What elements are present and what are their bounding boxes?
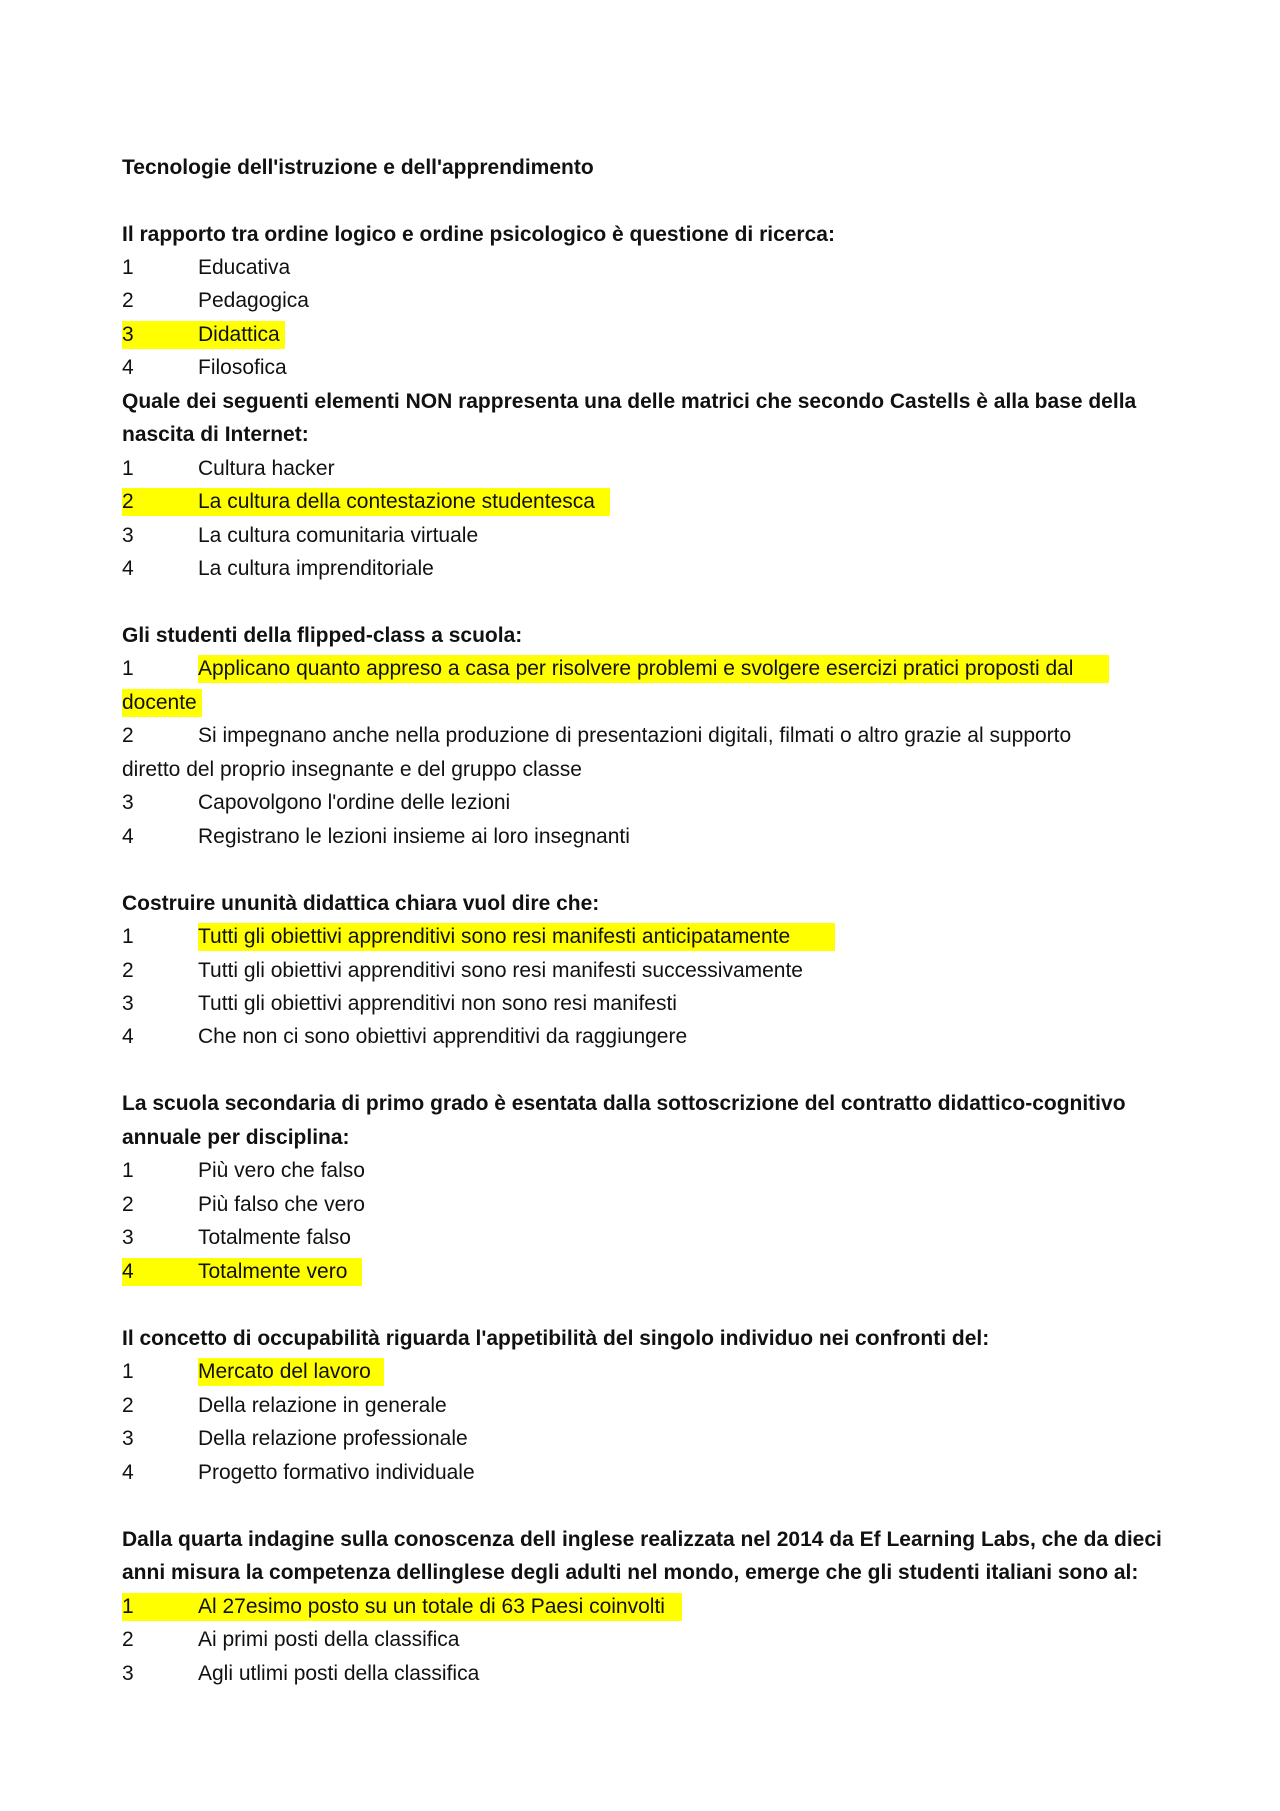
question-2-text-line-1: Quale dei seguenti elementi NON rappresenta una delle matrici che secondo Castells è alla base della — [122, 390, 1137, 413]
question-7-text-line-1: Dalla quarta indagine sulla conoscenza dell inglese realizzata nel 2014 da Ef Learning Labs, che da dieci — [122, 1528, 1162, 1551]
q1-option-4-text: Filosofica — [198, 356, 287, 379]
q1-option-2-number: 2 — [122, 289, 134, 312]
q1-option-3-number: 3 — [122, 323, 134, 346]
q5-option-4-number: 4 — [122, 1260, 134, 1283]
q1-option-1-text: Educativa — [198, 256, 291, 279]
q2-option-3-number: 3 — [122, 524, 134, 547]
question-7-text-line-2: anni misura la competenza dellinglese degli adulti nel mondo, emerge che gli studenti italiani sono al: — [122, 1561, 1139, 1584]
q5-option-1-number: 1 — [122, 1159, 134, 1182]
q5-option-4-text: Totalmente vero — [198, 1260, 348, 1283]
q4-option-1-number: 1 — [122, 925, 134, 948]
q2-option-2-number: 2 — [122, 490, 134, 513]
q7-option-2-text: Ai primi posti della classifica — [198, 1628, 460, 1651]
q4-option-4-text: Che non ci sono obiettivi apprenditivi da raggiungere — [198, 1025, 688, 1048]
q5-option-2-number: 2 — [122, 1193, 134, 1216]
question-5-text-line-2: annuale per disciplina: — [122, 1126, 350, 1149]
q7-option-1-text: Al 27esimo posto su un totale di 63 Paesi coinvolti — [198, 1595, 665, 1618]
q6-option-2-text: Della relazione in generale — [198, 1394, 447, 1417]
q4-option-2-number: 2 — [122, 959, 134, 982]
q6-option-4-number: 4 — [122, 1461, 134, 1484]
q7-option-1-number: 1 — [122, 1595, 134, 1618]
question-5-text-line-1: La scuola secondaria di primo grado è esentata dalla sottoscrizione del contratto didattico-cognitivo — [122, 1092, 1126, 1115]
q1-option-1-number: 1 — [122, 256, 134, 279]
question-1-text: Il rapporto tra ordine logico e ordine psicologico è questione di ricerca: — [122, 223, 835, 246]
q1-option-2-text: Pedagogica — [198, 289, 309, 312]
q3-option-3-number: 3 — [122, 791, 134, 814]
q2-option-1-number: 1 — [122, 457, 134, 480]
q7-option-2-number: 2 — [122, 1628, 134, 1651]
q7-option-3-text: Agli utlimi posti della classifica — [198, 1662, 480, 1685]
q5-option-3-text: Totalmente falso — [198, 1226, 351, 1249]
question-2-text-line-2: nascita di Internet: — [122, 423, 309, 446]
q3-option-1-number: 1 — [122, 657, 134, 680]
question-4-text: Costruire ununità didattica chiara vuol dire che: — [122, 892, 600, 915]
q3-option-1-continuation: docente — [122, 691, 197, 714]
q2-option-4-number: 4 — [122, 557, 134, 580]
q5-option-2-text: Più falso che vero — [198, 1193, 365, 1216]
q5-option-3-number: 3 — [122, 1226, 134, 1249]
q6-option-1-number: 1 — [122, 1360, 134, 1383]
q4-option-3-number: 3 — [122, 992, 134, 1015]
q1-option-4-number: 4 — [122, 356, 134, 379]
q6-option-1-text: Mercato del lavoro — [198, 1360, 371, 1383]
document-title: Tecnologie dell'istruzione e dell'apprendimento — [122, 156, 594, 179]
q1-option-3-text: Didattica — [198, 323, 280, 346]
q3-option-2-text: Si impegnano anche nella produzione di presentazioni digitali, filmati o altro grazie al supporto — [198, 724, 1072, 747]
q3-option-3-text: Capovolgono l'ordine delle lezioni — [198, 791, 511, 814]
q4-option-3-text: Tutti gli obiettivi apprenditivi non sono resi manifesti — [198, 992, 677, 1015]
q7-option-3-number: 3 — [122, 1662, 134, 1685]
q6-option-3-text: Della relazione professionale — [198, 1427, 468, 1450]
q3-option-2-continuation: diretto del proprio insegnante e del gruppo classe — [122, 758, 582, 781]
question-3-text: Gli studenti della flipped-class a scuola: — [122, 624, 523, 647]
q3-option-4-text: Registrano le lezioni insieme ai loro insegnanti — [198, 825, 630, 848]
q2-option-2-text: La cultura della contestazione studentesca — [198, 490, 595, 513]
q4-option-2-text: Tutti gli obiettivi apprenditivi sono resi manifesti successivamente — [198, 959, 803, 982]
q4-option-4-number: 4 — [122, 1025, 134, 1048]
q3-option-4-number: 4 — [122, 825, 134, 848]
q5-option-1-text: Più vero che falso — [198, 1159, 365, 1182]
question-6-text: Il concetto di occupabilità riguarda l'appetibilità del singolo individuo nei confronti del: — [122, 1327, 990, 1350]
q6-option-3-number: 3 — [122, 1427, 134, 1450]
q3-option-2-number: 2 — [122, 724, 134, 747]
q2-option-1-text: Cultura hacker — [198, 457, 335, 480]
q2-option-4-text: La cultura imprenditoriale — [198, 557, 434, 580]
q3-option-1-text: Applicano quanto appreso a casa per risolvere problemi e svolgere esercizi pratici proposti dal — [198, 657, 1074, 680]
q6-option-4-text: Progetto formativo individuale — [198, 1461, 475, 1484]
q6-option-2-number: 2 — [122, 1394, 134, 1417]
q2-option-3-text: La cultura comunitaria virtuale — [198, 524, 479, 547]
q4-option-1-text: Tutti gli obiettivi apprenditivi sono resi manifesti anticipatamente — [198, 925, 791, 948]
